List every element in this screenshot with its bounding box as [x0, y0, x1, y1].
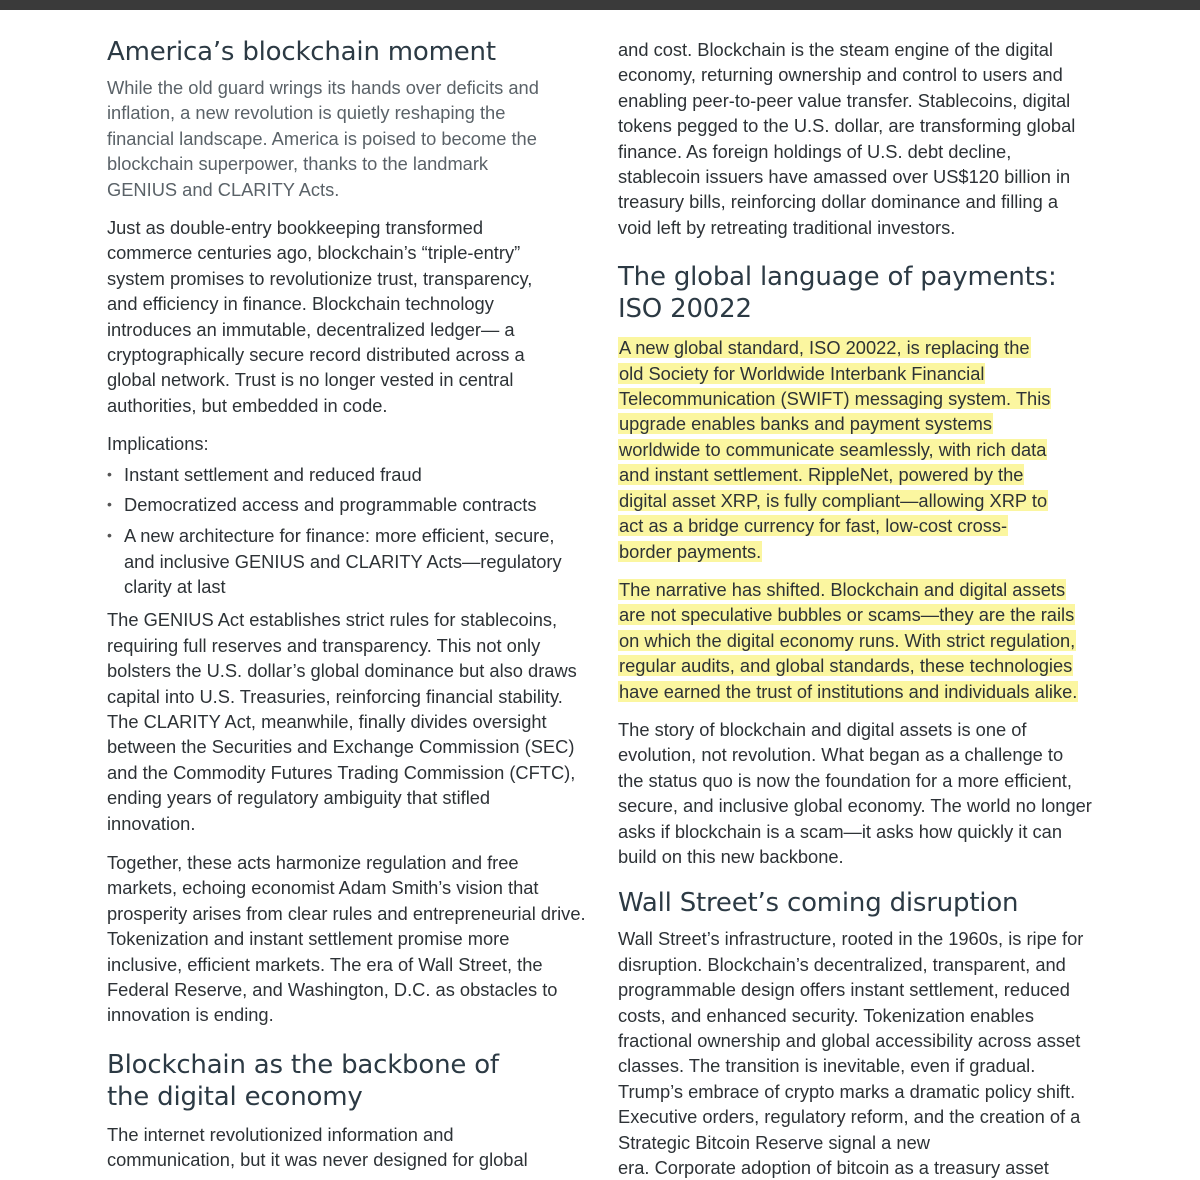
- double-entry-paragraph: Just as double-entry bookkeeping transformed commerce centuries ago, blockchain’s “triple-entry” system promises to revolutionize trust, transparency, and efficiency in finance. Blockchain technology introduces an immutable, decentralized ledger— a cryptographically secure record distributed across a global network. Trust is no longer vested in central authorities, but embedded in code.: [107, 217, 533, 416]
- heading-wall-street-disruption: Wall Street’s coming disruption: [618, 888, 1019, 919]
- wall-street-paragraph: Wall Street’s infrastructure, rooted in the 1960s, is ripe for disruption. Blockchain’s decentralized, transparent, and programmable design offers instant settlement, reduced costs, and enhanced security. Tokenization enables fractional ownership and global accessibility across asset classes. The transition is inevitable, even if gradual. Trump’s embrace of crypto marks a dramatic policy shift. Executive orders, regulatory reform, and the creation of a Strategic Bitcoin Reserve signal a new: [618, 928, 1084, 1153]
- right-column: [618, 10, 1104, 1180]
- bullet-item: • Instant settlement and reduced fraud: [107, 462, 577, 487]
- steam-engine-paragraph: and cost. Blockchain is the steam engine of the digital economy, returning ownership and control to users and enabling peer-to-peer value transfer. Stablecoins, digital tokens pegged to the U.S. dollar, are transforming global finance. As foreign holdings of U.S. debt decline, stablecoin issuers have amassed over US$120 billion in treasury bills, reinforcing dollar dominance and filling a void left by retreating traditional investors.: [618, 39, 1076, 238]
- together-paragraph: Together, these acts harmonize regulation and free markets, echoing economist Adam Smith’s vision that prosperity arises from clear rules and entrepreneurial drive. Tokenization and instant settlement promise more inclusive, efficient markets. The era of Wall Street, the Federal Reserve, and Washington, D.C. as obstacles to innovation is ending.: [107, 851, 586, 1026]
- story-paragraph: The story of blockchain and digital assets is one of evolution, not revolution. What began as a challenge to the status quo is now the foundation for a more efficient, secure, and inclusive global economy. The world no longer asks if blockchain is a scam—it asks how quickly it can build on this new backbone.: [618, 718, 1092, 867]
- internet-paragraph-cut-line: communication, but it was never designed for global: [107, 1149, 528, 1171]
- heading-iso-20022: The global language of payments: ISO 20022: [618, 262, 1057, 325]
- viewer-top-bar: [0, 0, 1200, 10]
- highlighted-text: A new global standard, ISO 20022, is replacing the old Society for Worldwide Interbank Financial Telecommunication (SWIFT) messaging system. This upgrade enables banks and payment systems worldwide to communicate seamlessly, with rich data and instant settlement. RippleNet, powered by the digital asset XRP, is fully compliant—allowing XRP to act as a bridge currency for fast, low-cost cross-border payments.: [619, 337, 1051, 562]
- document-page: [52, 10, 1162, 1179]
- iso-highlighted-paragraph: [618, 335, 1058, 564]
- bullet-item: • A new architecture for finance: more efficient, secure, and inclusive GENIUS and CLARITY Acts—regulatory clarity at last: [107, 523, 574, 599]
- left-column: [107, 10, 587, 1173]
- implications-list: [107, 462, 577, 600]
- highlighted-text: The narrative has shifted. Blockchain and digital assets are not speculative bubbles or scams—they are the rails on which the digital economy runs. With strict regulation, regular audits, and global standards, these technologies have earned the trust of institutions and individuals alike.: [619, 578, 1078, 702]
- heading-americas-blockchain-moment: America’s blockchain moment: [107, 37, 496, 67]
- heading-backbone-digital-economy: Blockchain as the backbone of the digital economy: [107, 1049, 499, 1112]
- internet-paragraph-line: The internet revolutionized information and: [107, 1123, 454, 1145]
- wall-street-paragraph-cut-line: era. Corporate adoption of bitcoin as a treasury asset: [618, 1157, 1049, 1179]
- intro-paragraph: While the old guard wrings its hands over deficits and inflation, a new revolution is quietly reshaping the financial landscape. America is poised to become the blockchain superpower, thanks to the landmark GENIUS and CLARITY Acts.: [107, 77, 539, 200]
- genius-act-paragraph: The GENIUS Act establishes strict rules for stablecoins, requiring full reserves and transparency. This not only bolsters the U.S. dollar’s global dominance but also draws capital into U.S. Treasuries, reinforcing financial stability. The CLARITY Act, meanwhile, finally divides oversight between the Securities and Exchange Commission (SEC) and the Commodity Futures Trading Commission (CFTC), ending years of regulatory ambiguity that stifled innovation.: [107, 609, 577, 834]
- bullet-item: • Democratized access and programmable contracts: [107, 492, 577, 517]
- narrative-highlighted-paragraph: [618, 577, 1096, 704]
- implications-label: Implications:: [107, 433, 209, 455]
